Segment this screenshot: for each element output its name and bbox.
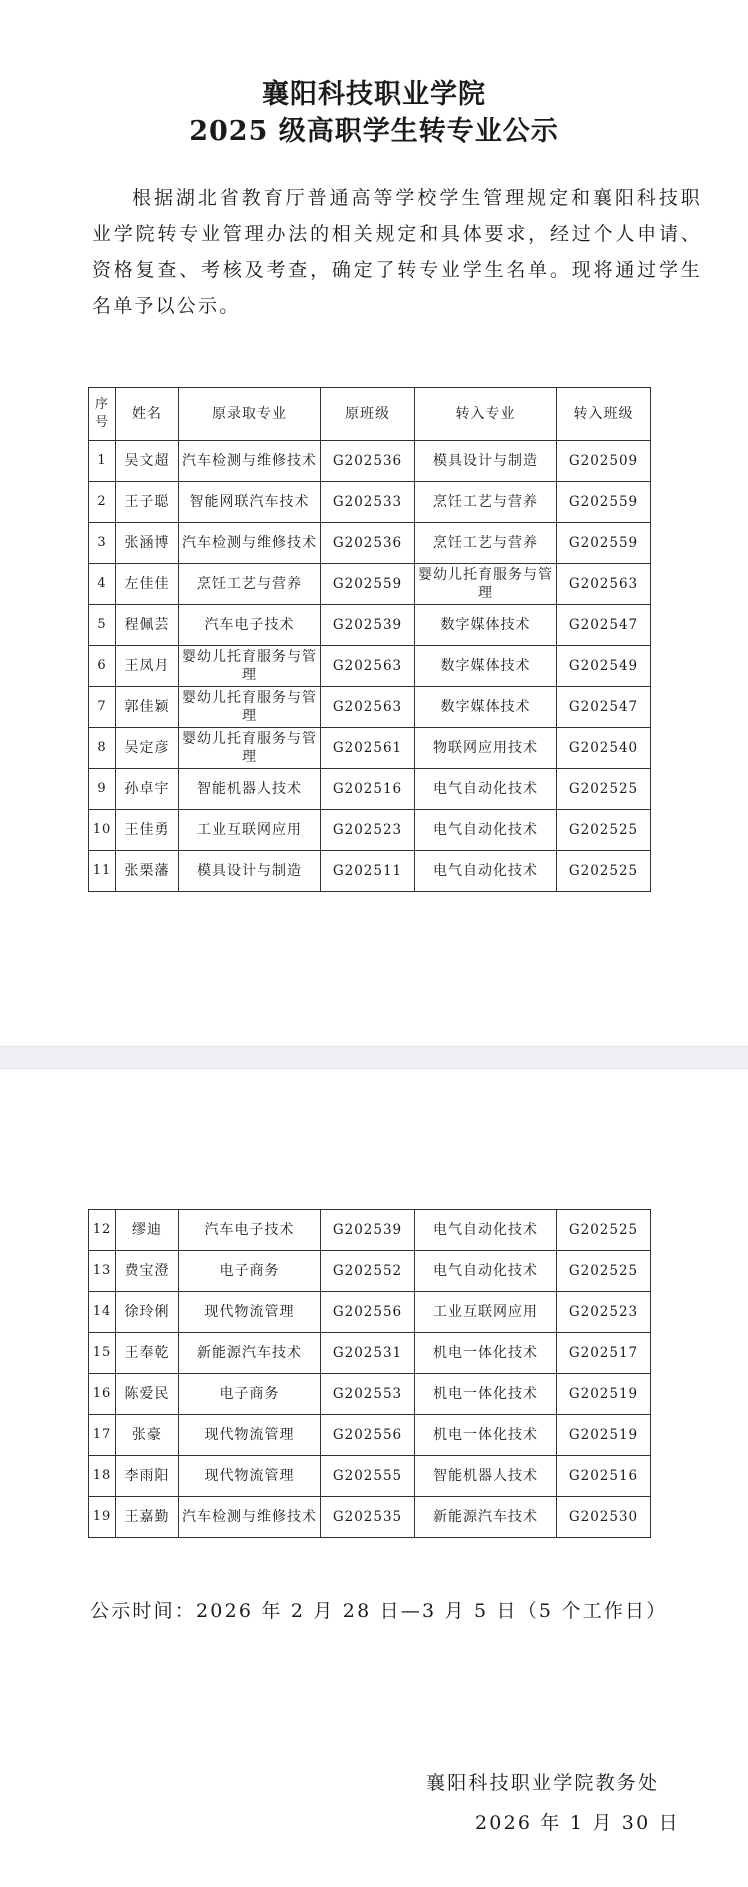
cell-name: 张栗藩 [116,851,179,892]
cell-no: 11 [89,851,116,892]
cell-new-class: G202519 [557,1374,651,1415]
cell-new-class: G202525 [557,1210,651,1251]
header-original-class: 原班级 [321,388,415,441]
cell-new-class: G202530 [557,1497,651,1538]
transfer-table-page-2 [88,1209,651,1538]
header-new-class: 转入班级 [557,388,651,441]
cell-name: 陈爱民 [116,1374,179,1415]
cell-no: 16 [89,1374,116,1415]
cell-original-major: 智能机器人技术 [179,769,321,810]
table-header-row [89,388,651,441]
transfer-table-page-1 [88,387,651,892]
table-row [89,810,651,851]
table-row [89,646,651,687]
table-row [89,1374,651,1415]
cell-no: 4 [89,564,116,605]
cell-name: 张涵博 [116,523,179,564]
table-row [89,769,651,810]
cell-original-major: 汽车电子技术 [179,1210,321,1251]
cell-original-class: G202539 [321,605,415,646]
table-row [89,1210,651,1251]
cell-no: 17 [89,1415,116,1456]
cell-name: 吴定彦 [116,728,179,769]
cell-new-major: 电气自动化技术 [415,810,557,851]
cell-new-major: 电气自动化技术 [415,1251,557,1292]
table-row [89,441,651,482]
cell-no: 5 [89,605,116,646]
cell-no: 6 [89,646,116,687]
table-row [89,1333,651,1374]
cell-new-major: 电气自动化技术 [415,1210,557,1251]
table-row [89,1292,651,1333]
cell-original-major: 电子商务 [179,1374,321,1415]
cell-new-major: 数字媒体技术 [415,605,557,646]
cell-original-class: G202535 [321,1497,415,1538]
table-row [89,1456,651,1497]
cell-name: 张豪 [116,1415,179,1456]
cell-original-class: G202539 [321,1210,415,1251]
cell-original-major: 婴幼儿托育服务与管理 [179,646,321,687]
cell-no: 12 [89,1210,116,1251]
cell-original-major: 汽车检测与维修技术 [179,1497,321,1538]
table-row [89,482,651,523]
cell-new-major: 数字媒体技术 [415,687,557,728]
cell-new-class: G202525 [557,810,651,851]
cell-original-class: G202516 [321,769,415,810]
cell-original-major: 汽车检测与维修技术 [179,441,321,482]
header-no: 序号 [89,388,116,441]
cell-new-class: G202547 [557,605,651,646]
cell-new-major: 婴幼儿托育服务与管理 [415,564,557,605]
cell-no: 18 [89,1456,116,1497]
publicity-period: 公示时间：2026 年 2 月 28 日—3 月 5 日（5 个工作日） [90,1600,668,1622]
cell-original-major: 现代物流管理 [179,1292,321,1333]
cell-name: 费宝澄 [116,1251,179,1292]
cell-no: 8 [89,728,116,769]
cell-no: 19 [89,1497,116,1538]
cell-new-class: G202549 [557,646,651,687]
table-row [89,1497,651,1538]
cell-original-class: G202561 [321,728,415,769]
cell-name: 左佳佳 [116,564,179,605]
cell-original-class: G202523 [321,810,415,851]
cell-original-major: 婴幼儿托育服务与管理 [179,728,321,769]
cell-original-major: 工业互联网应用 [179,810,321,851]
cell-original-major: 烹饪工艺与营养 [179,564,321,605]
cell-new-class: G202519 [557,1415,651,1456]
cell-new-major: 烹饪工艺与营养 [415,523,557,564]
table-row [89,1251,651,1292]
table-row [89,564,651,605]
cell-original-class: G202531 [321,1333,415,1374]
cell-name: 王子聪 [116,482,179,523]
header-name: 姓名 [116,388,179,441]
table-row [89,728,651,769]
cell-name: 吴文超 [116,441,179,482]
cell-original-class: G202563 [321,687,415,728]
cell-no: 15 [89,1333,116,1374]
cell-new-major: 电气自动化技术 [415,851,557,892]
cell-new-class: G202559 [557,482,651,523]
cell-new-class: G202509 [557,441,651,482]
cell-original-class: G202555 [321,1456,415,1497]
cell-original-major: 现代物流管理 [179,1456,321,1497]
cell-new-class: G202540 [557,728,651,769]
cell-no: 1 [89,441,116,482]
document-subtitle: 2025 级高职学生转专业公示 [189,116,559,147]
cell-original-major: 婴幼儿托育服务与管理 [179,687,321,728]
cell-new-major: 机电一体化技术 [415,1333,557,1374]
cell-name: 王凤月 [116,646,179,687]
signature-date: 2026 年 1 月 30 日 [475,1812,680,1834]
cell-no: 14 [89,1292,116,1333]
cell-new-major: 电气自动化技术 [415,769,557,810]
cell-no: 7 [89,687,116,728]
cell-name: 王佳勇 [116,810,179,851]
cell-original-major: 现代物流管理 [179,1415,321,1456]
document-title: 襄阳科技职业学院 [262,79,486,110]
cell-name: 王奉乾 [116,1333,179,1374]
cell-no: 13 [89,1251,116,1292]
cell-original-class: G202563 [321,646,415,687]
cell-new-major: 烹饪工艺与营养 [415,482,557,523]
table-row [89,523,651,564]
cell-no: 9 [89,769,116,810]
cell-original-major: 汽车检测与维修技术 [179,523,321,564]
cell-new-major: 物联网应用技术 [415,728,557,769]
cell-new-class: G202547 [557,687,651,728]
page-separator [0,1046,748,1069]
cell-new-major: 机电一体化技术 [415,1374,557,1415]
cell-new-major: 新能源汽车技术 [415,1497,557,1538]
cell-original-major: 新能源汽车技术 [179,1333,321,1374]
table-row [89,851,651,892]
cell-new-class: G202516 [557,1456,651,1497]
cell-new-class: G202525 [557,851,651,892]
cell-original-major: 汽车电子技术 [179,605,321,646]
cell-new-class: G202559 [557,523,651,564]
cell-new-major: 工业互联网应用 [415,1292,557,1333]
cell-no: 3 [89,523,116,564]
cell-new-major: 数字媒体技术 [415,646,557,687]
header-original-major: 原录取专业 [179,388,321,441]
cell-name: 程佩芸 [116,605,179,646]
cell-new-class: G202517 [557,1333,651,1374]
cell-original-major: 电子商务 [179,1251,321,1292]
cell-new-class: G202523 [557,1292,651,1333]
cell-new-major: 智能机器人技术 [415,1456,557,1497]
cell-name: 李雨阳 [116,1456,179,1497]
table-row [89,687,651,728]
cell-new-class: G202525 [557,1251,651,1292]
cell-no: 10 [89,810,116,851]
table-row [89,1415,651,1456]
cell-original-class: G202536 [321,441,415,482]
cell-original-major: 模具设计与制造 [179,851,321,892]
table-row [89,605,651,646]
cell-new-major: 机电一体化技术 [415,1415,557,1456]
cell-original-class: G202553 [321,1374,415,1415]
cell-original-class: G202556 [321,1415,415,1456]
cell-name: 王嘉勤 [116,1497,179,1538]
cell-original-class: G202511 [321,851,415,892]
header-new-major: 转入专业 [415,388,557,441]
cell-new-major: 模具设计与制造 [415,441,557,482]
cell-name: 郭佳颖 [116,687,179,728]
cell-name: 缪迪 [116,1210,179,1251]
cell-original-class: G202552 [321,1251,415,1292]
cell-original-class: G202556 [321,1292,415,1333]
cell-original-class: G202559 [321,564,415,605]
cell-original-class: G202536 [321,523,415,564]
cell-new-class: G202563 [557,564,651,605]
cell-no: 2 [89,482,116,523]
cell-original-major: 智能网联汽车技术 [179,482,321,523]
signature-org: 襄阳科技职业学院教务处 [426,1772,660,1794]
intro-paragraph: 根据湖北省教育厅普通高等学校学生管理规定和襄阳科技职业学院转专业管理办法的相关规定和具体要求，经过个人申请、资格复查、考核及考查，确定了转专业学生名单。现将通过学生名单予以公示。 [92,187,702,317]
cell-name: 徐玲俐 [116,1292,179,1333]
cell-original-class: G202533 [321,482,415,523]
cell-new-class: G202525 [557,769,651,810]
cell-name: 孙卓宇 [116,769,179,810]
